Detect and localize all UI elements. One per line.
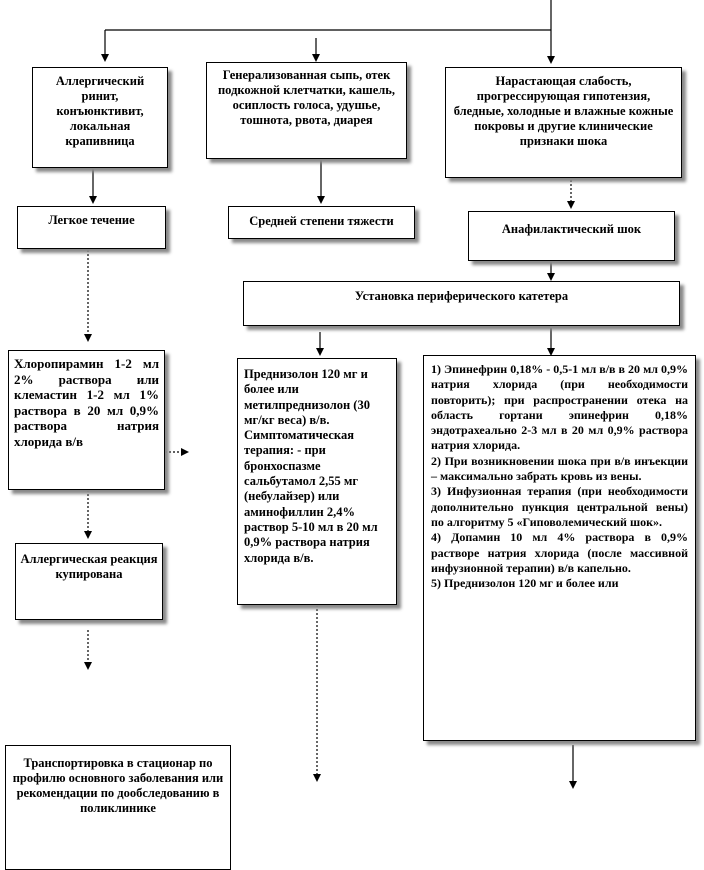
box-generalized-rash [206, 62, 407, 159]
top-bus-line [105, 0, 551, 30]
box-moderate [228, 206, 415, 239]
box-generalized-rash-text: Генерализованная сыпь, отек подкожной клетчатки, кашель, осиплость голоса, удушье, тошнота, рвота, диарея [217, 68, 396, 127]
box-peripheral-catheter [243, 281, 680, 326]
box-chloropyramine-text: Хлоропирамин 1-2 мл 2% раствора или клемастин 1-2 мл 1% раствора в 20 мл 0,9% раствора натрия хлорида в/в [14, 356, 159, 449]
box-peripheral-catheter-text: Установка периферического катетера [354, 289, 569, 303]
box-mild [17, 206, 166, 249]
box-rising-weakness-text: Нарастающая слабость, прогрессирующая гипотензия, бледные, холодные и влажные кожные покровы и другие клинические признаки шока [453, 74, 674, 148]
box-shock-treatment [423, 355, 696, 741]
shock-treatment-step-5: 5) Преднизолон 120 мг и более или [431, 576, 619, 591]
box-reaction-stopped-text: Аллергическая реакция купирована [20, 552, 158, 581]
shock-treatment-step-4: 4) Допамин 10 мл 4% раствора в 0,9% растворе натрия хлорида (после массивной инфузионной терапии) в/в капельно. [431, 530, 688, 575]
box-allergic-rhinitis-text: Аллергический ринит, конъюнктивит, локальная крапивница [55, 74, 145, 148]
box-prednisolone-moderate [237, 358, 397, 605]
box-prednisolone-moderate-text: Преднизолон 120 мг и более или метилпреднизолон (30 мг/кг веса) в/в. Симптоматическая терапия: - при бронхоспазме сальбутамол 2,55 мг (небулайзер) или аминофиллин 2,4% раствор 5-10 мл в 20 мл 0,9% раствора натрия хлорида в/в. [244, 367, 378, 565]
box-anaphylactic-shock [468, 211, 675, 261]
box-transport-text: Транспортировка в стационар по профилю основного заболевания или рекомендации по дообследованию в поликлинике [12, 756, 224, 815]
box-moderate-text: Средней степени тяжести [249, 214, 394, 228]
box-anaphylactic-shock-text: Анафилактический шок [501, 222, 642, 236]
box-mild-text: Легкое течение [48, 213, 135, 227]
shock-treatment-step-2: 2) При возникновении шока при в/в инъекции – максимально забрать кровь из вены. [431, 453, 688, 484]
shock-treatment-step-3: 3) Инфузионная терапия (при необходимости дополнительно пункция центральной вены) по алгоритму 5 «Гиповолемический шок». [431, 484, 688, 529]
box-transport [5, 745, 231, 870]
box-rising-weakness [445, 67, 682, 178]
box-reaction-stopped [15, 543, 163, 620]
box-allergic-rhinitis [32, 67, 168, 168]
box-chloropyramine [8, 350, 165, 490]
shock-treatment-step-1: 1) Эпинефрин 0,18% - 0,5-1 мл в/в в 20 мл 0,9% натрия хлорида (при необходимости повторить); при распространении отека на область гортани эпинефрин 0,18% эндотрахеально 2-3 мл в 20 мл 0,9% раствора натрия хлорида. [431, 362, 688, 453]
